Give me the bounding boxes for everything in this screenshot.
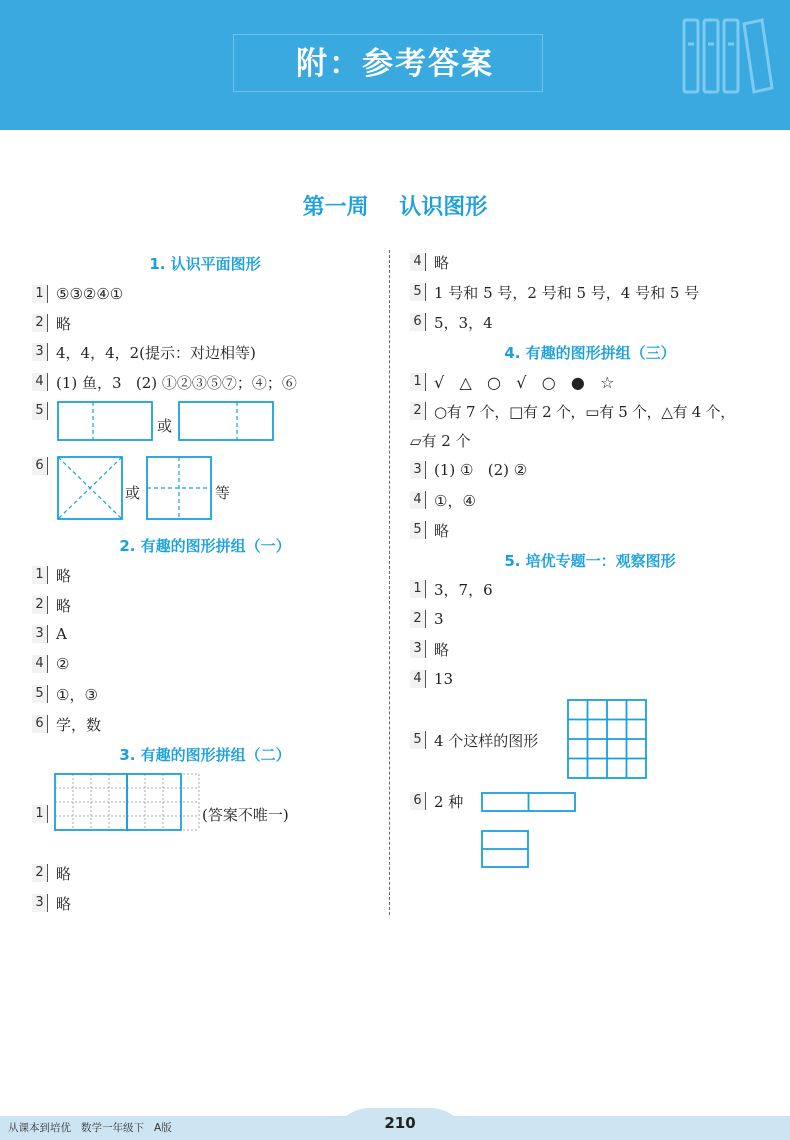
- item-number: 2: [410, 610, 426, 628]
- item-number: 4: [410, 670, 426, 688]
- answer-row: [410, 251, 449, 273]
- answer-row: [410, 790, 463, 812]
- item-number: 3: [410, 461, 426, 479]
- answer-row: [32, 653, 69, 675]
- answer-text: 3: [434, 610, 444, 628]
- etc-label: [215, 481, 230, 503]
- or-label: [125, 481, 140, 503]
- item-number: 1: [32, 285, 48, 303]
- answer-text: 略: [56, 596, 72, 615]
- answer-text: 略: [56, 314, 72, 333]
- item-number: 2: [32, 864, 48, 882]
- answer-row: [410, 608, 444, 630]
- answer-row: [410, 519, 449, 541]
- answer-text: 略: [434, 253, 450, 272]
- answer-row: [410, 638, 449, 660]
- answer-text: 略: [56, 894, 72, 913]
- answer-text: 2 种: [434, 792, 464, 811]
- answer-text: 4 个这样的图形: [434, 731, 539, 750]
- answer-row: [32, 892, 71, 914]
- answer-row: [32, 455, 56, 477]
- grid-puzzle-figure: [54, 773, 200, 831]
- section-title: 3. 有趣的图形拼组（二）: [119, 746, 291, 764]
- answer-row: [32, 862, 71, 884]
- answer-text: 略: [56, 864, 72, 883]
- answer-text: 或: [157, 416, 173, 435]
- answer-row: [410, 459, 527, 481]
- item-number: 1: [410, 373, 426, 391]
- section-title: 4. 有趣的图形拼组（三）: [504, 344, 676, 362]
- square-diagonals-figure: [57, 456, 123, 520]
- answer-text: ①，④: [434, 491, 476, 510]
- rectangle-split-figure-b: [178, 401, 274, 441]
- answer-row: [32, 341, 256, 363]
- answer-text: 或: [125, 483, 141, 502]
- book-decoration-icon: [680, 14, 775, 99]
- item-number: 4: [410, 253, 426, 271]
- answer-row: [32, 564, 71, 586]
- item-number: 3: [32, 894, 48, 912]
- answer-text: ⑤③②④①: [56, 285, 124, 303]
- answer-text: 1 号和 5 号，2 号和 5 号，4 号和 5 号: [434, 283, 700, 302]
- answer-text: (答案不唯一): [202, 805, 289, 824]
- answer-text: ②: [56, 655, 70, 673]
- item-number: 5: [410, 731, 426, 749]
- item-number: 6: [32, 457, 48, 475]
- answer-row: [32, 283, 123, 305]
- answer-text: 4，4，4，2(提示：对边相等): [56, 343, 256, 362]
- rectangle-split-figure-a: [57, 401, 153, 441]
- answer-row: [410, 489, 476, 511]
- item-number: 2: [32, 314, 48, 332]
- item-number: 4: [410, 491, 426, 509]
- four-by-four-grid-figure: [567, 699, 647, 779]
- answer-row: [32, 594, 71, 616]
- answer-row: [410, 371, 614, 393]
- item-number: 3: [32, 625, 48, 643]
- answer-text: 略: [434, 640, 450, 659]
- answer-text: 等: [215, 483, 231, 502]
- answer-row: [32, 371, 297, 393]
- answer-row: [32, 803, 56, 825]
- item-number: 2: [32, 596, 48, 614]
- item-number: 5: [32, 685, 48, 703]
- answer-row: [32, 312, 71, 334]
- answer-row: [32, 713, 101, 735]
- item-number: 1: [32, 805, 48, 823]
- answer-row-continued: [410, 429, 471, 451]
- section-title: 1. 认识平面图形: [149, 255, 261, 273]
- answer-text: (1) 鱼，3 (2) ①②③⑤⑦；④；⑥: [56, 373, 297, 392]
- page-header: [0, 0, 790, 130]
- answer-text: 略: [56, 566, 72, 585]
- page-footer: [0, 1108, 790, 1140]
- answer-text: A: [56, 625, 67, 643]
- answer-text: ①，③: [56, 685, 98, 704]
- item-number: 1: [32, 566, 48, 584]
- answer-text: ▱有 2 个: [410, 431, 471, 450]
- answer-row: [410, 668, 453, 690]
- item-number: 6: [410, 792, 426, 810]
- column-divider: [389, 250, 390, 915]
- answer-text: 3，7，6: [434, 580, 493, 599]
- item-number: 3: [410, 640, 426, 658]
- book-info: 从课本到培优 数学一年级下 A版: [8, 1122, 172, 1134]
- answer-row: [32, 683, 98, 705]
- item-number: 6: [410, 313, 426, 331]
- note-label: [202, 803, 289, 825]
- week-title: 第一周 认识图形: [302, 195, 488, 220]
- item-number: 2: [410, 402, 426, 420]
- answer-row: [32, 623, 67, 645]
- section-title: 2. 有趣的图形拼组（一）: [119, 537, 291, 555]
- item-number: 6: [32, 715, 48, 733]
- answer-text: 学，数: [56, 715, 102, 734]
- answer-row: [410, 311, 493, 333]
- answer-row: [410, 281, 699, 303]
- horizontal-two-rect-figure: [481, 792, 576, 812]
- answer-row: [410, 729, 538, 751]
- answer-row: [410, 400, 735, 422]
- or-label: [157, 414, 172, 436]
- stacked-two-rect-figure: [481, 830, 529, 868]
- answer-text: 略: [434, 521, 450, 540]
- section-title: 5. 培优专题一：观察图形: [504, 552, 676, 570]
- answer-text: ○有 7 个，□有 2 个，▭有 5 个，△有 4 个，: [434, 402, 735, 421]
- item-number: 5: [32, 402, 48, 420]
- page-title: 附：参考答案: [296, 46, 494, 82]
- item-number: 5: [410, 521, 426, 539]
- page-number: 210: [384, 1114, 416, 1132]
- item-number: 1: [410, 580, 426, 598]
- item-number: 4: [32, 655, 48, 673]
- answer-text: 5，3，4: [434, 313, 493, 332]
- item-number: 3: [32, 343, 48, 361]
- answer-text: 13: [434, 670, 454, 688]
- square-cross-figure: [146, 456, 212, 520]
- answer-text: (1) ① (2) ②: [434, 461, 528, 479]
- answer-text: √ △ ○ √ ○ ● ☆: [434, 372, 615, 392]
- answer-row: [410, 578, 493, 600]
- item-number: 5: [410, 283, 426, 301]
- answer-row: [32, 400, 56, 422]
- item-number: 4: [32, 373, 48, 391]
